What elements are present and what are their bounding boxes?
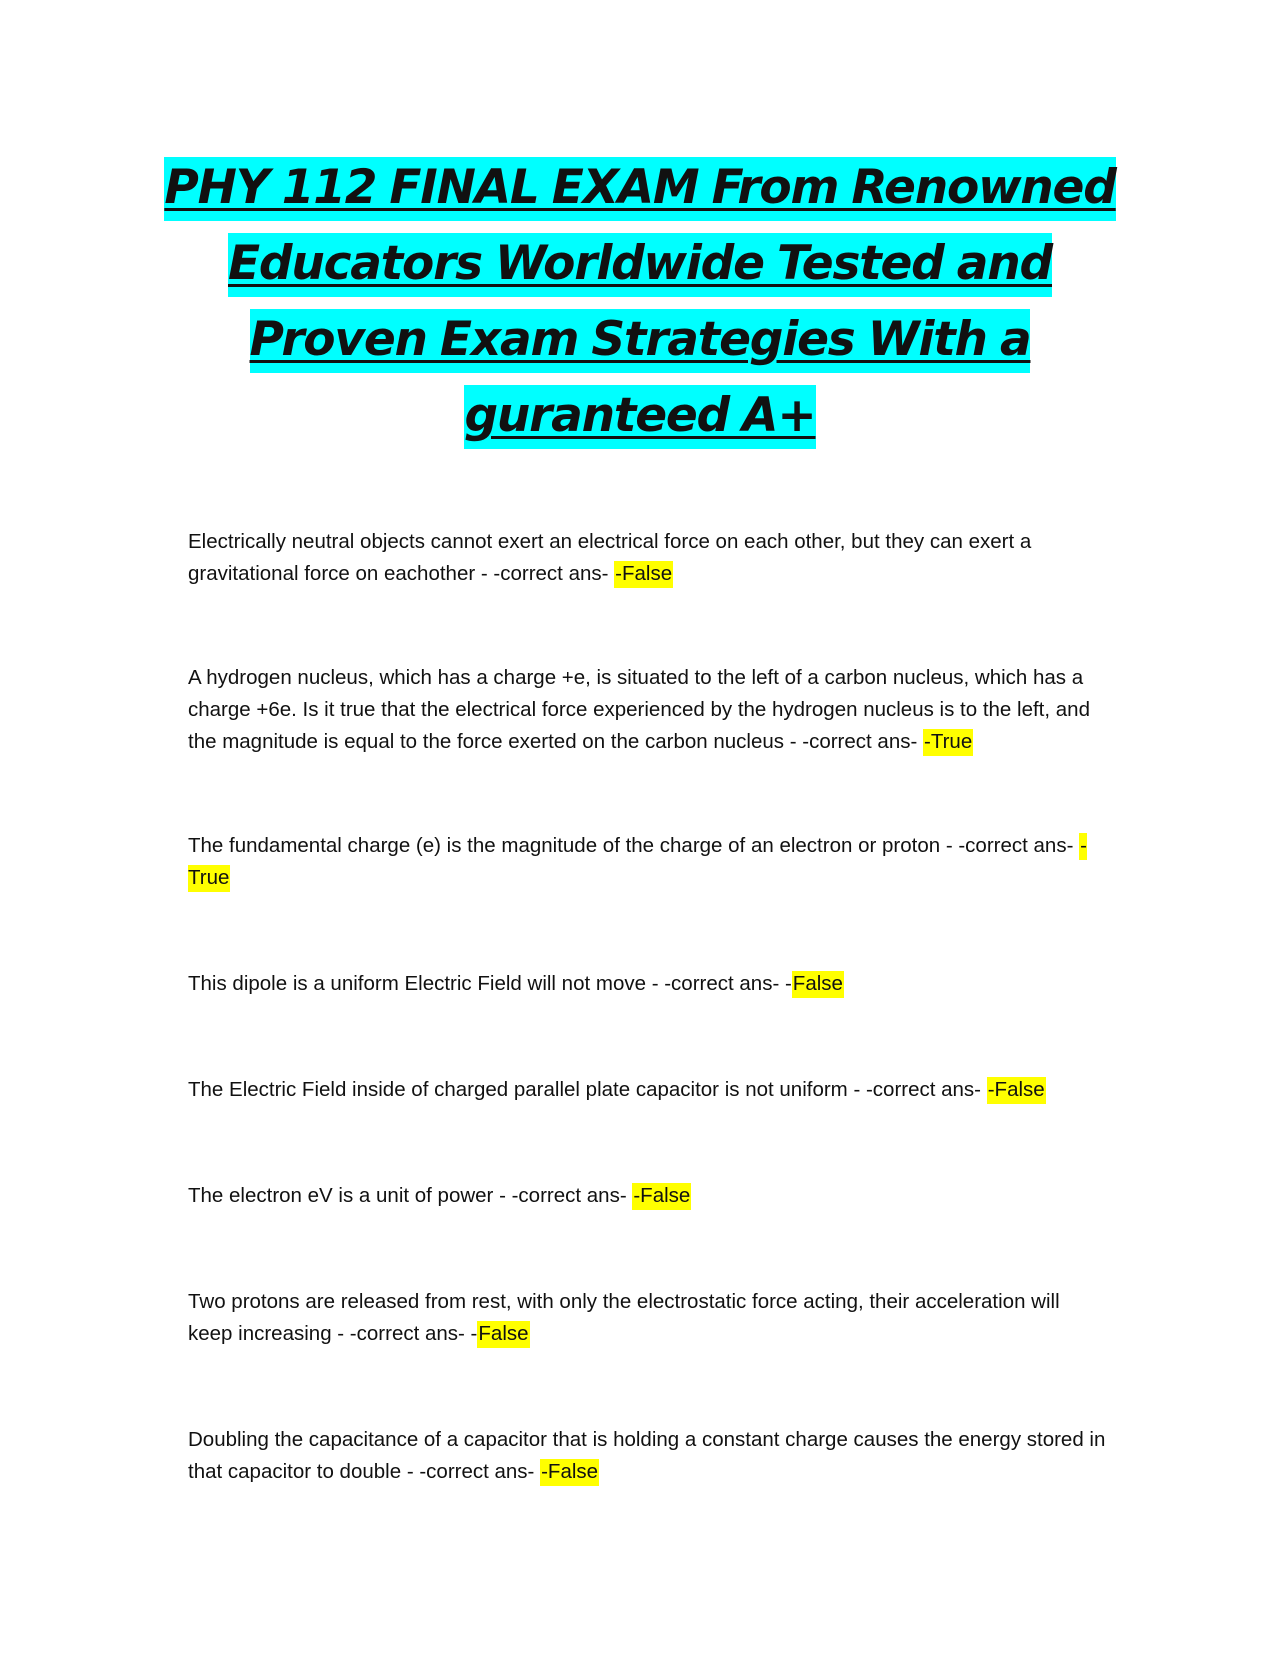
answer-highlight: False bbox=[792, 971, 844, 998]
qa-item-8 bbox=[188, 1424, 1108, 1488]
answer-highlight: -False bbox=[632, 1183, 691, 1210]
answer-highlight: False bbox=[477, 1321, 529, 1348]
qa-item-2 bbox=[188, 662, 1108, 758]
answer-highlight: -False bbox=[987, 1077, 1046, 1104]
question-text: The electron eV is a unit of power - -correct ans- bbox=[188, 1184, 633, 1207]
qa-item-5 bbox=[188, 1074, 1108, 1106]
answer-highlight: -False bbox=[540, 1459, 599, 1486]
question-text: The fundamental charge (e) is the magnitude of the charge of an electron or proton - -correct ans- bbox=[188, 834, 1080, 857]
question-text: Electrically neutral objects cannot exert an electrical force on each other, but they can exert a gravitational force on eachother - -correct ans- bbox=[188, 530, 1032, 585]
qa-item-1 bbox=[188, 526, 1108, 590]
question-text: Doubling the capacitance of a capacitor that is holding a constant charge causes the energy stored in that capacitor to double - -correct ans- bbox=[188, 1428, 1106, 1483]
answer-highlight: -True bbox=[188, 833, 1087, 892]
question-text: The Electric Field inside of charged parallel plate capacitor is not uniform - -correct ans- bbox=[188, 1078, 987, 1101]
qa-item-4 bbox=[188, 968, 1108, 1000]
question-text: A hydrogen nucleus, which has a charge +e, is situated to the left of a carbon nucleus, which has a charge +6e. Is it true that the electrical force experienced by the hydrogen nucleus is to the left, and the magnitude is equal to the force exerted on the carbon nucleus - -correct ans- bbox=[188, 666, 1090, 753]
document-title-text: PHY 112 FINAL EXAM From Renowned Educators Worldwide Tested and Proven Exam Strategies With a guranteed A+ bbox=[164, 157, 1115, 449]
answer-highlight: -False bbox=[614, 561, 673, 588]
qa-item-6 bbox=[188, 1180, 1108, 1212]
document-title bbox=[160, 150, 1120, 454]
question-text: Two protons are released from rest, with only the electrostatic force acting, their acceleration will keep increasing - -correct ans- - bbox=[188, 1290, 1060, 1345]
qa-item-7 bbox=[188, 1286, 1108, 1350]
qa-item-3 bbox=[188, 830, 1108, 894]
question-text: This dipole is a uniform Electric Field will not move - -correct ans- - bbox=[188, 972, 792, 995]
answer-highlight: -True bbox=[923, 729, 973, 756]
